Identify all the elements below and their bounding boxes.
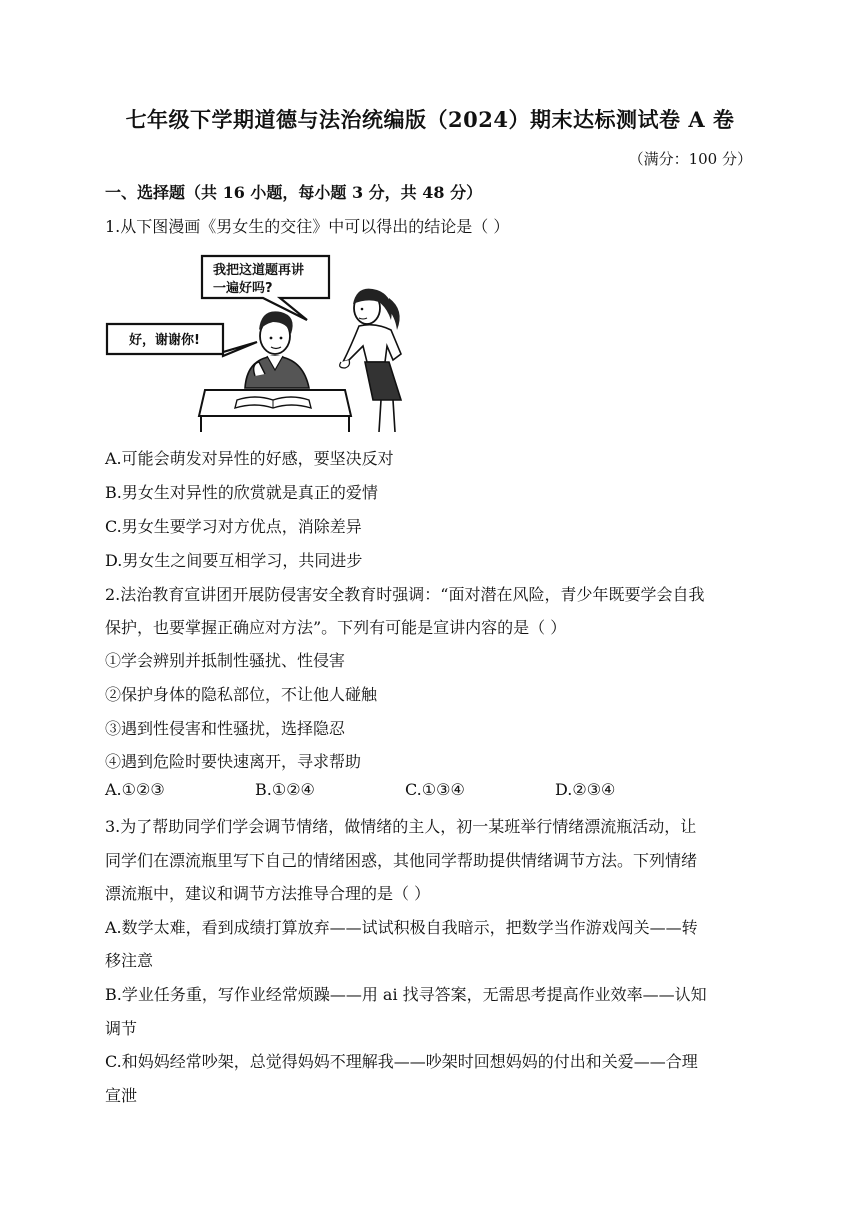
q3-option-b-line2: 调节 xyxy=(105,1019,138,1038)
cartoon-image xyxy=(105,250,425,432)
q1-option-d: D.男女生之间要互相学习，共同进步 xyxy=(105,551,363,570)
q3-stem-line1: 3.为了帮助同学们学会调节情绪，做情绪的主人，初一某班举行情绪漂流瓶活动，让 xyxy=(105,817,697,836)
boy-bubble: 好，谢谢你! xyxy=(129,333,200,348)
q2-option-d: D.②③④ xyxy=(555,780,616,799)
q3-option-a-line1: A.数学太难，看到成绩打算放弃——试试积极自我暗示，把数学当作游戏闯关——转 xyxy=(105,918,698,937)
q2-option-a: A.①②③ xyxy=(105,780,165,799)
q1-option-c: C.男女生要学习对方优点，消除差异 xyxy=(105,517,362,536)
full-score-note: （满分：100 分） xyxy=(628,150,752,168)
q2-option-b: B.①②④ xyxy=(255,780,315,799)
q2-item-1: ①学会辨别并抵制性骚扰、性侵害 xyxy=(105,651,346,670)
q3-option-a-line2: 移注意 xyxy=(105,951,154,970)
q1-stem: 1.从下图漫画《男女生的交往》中可以得出的结论是（ ） xyxy=(105,217,510,236)
cartoon-drawing xyxy=(105,250,425,432)
girl-bubble-line2: 一遍好吗? xyxy=(213,281,273,296)
q3-option-c-line2: 宣泄 xyxy=(105,1086,138,1105)
q1-option-b: B.男女生对异性的欣赏就是真正的爱情 xyxy=(105,483,378,502)
q3-option-b-line1: B.学业任务重，写作业经常烦躁——用 ai 找寻答案，无需思考提高作业效率——认知 xyxy=(105,985,707,1004)
q3-option-c-line1: C.和妈妈经常吵架，总觉得妈妈不理解我——吵架时回想妈妈的付出和关爱——合理 xyxy=(105,1052,698,1071)
q3-stem-line3: 漂流瓶中，建议和调节方法推导合理的是（ ） xyxy=(105,884,431,903)
q1-option-a: A.可能会萌发对异性的好感，要坚决反对 xyxy=(105,449,394,468)
girl-bubble-line1: 我把这道题再讲 xyxy=(213,263,305,278)
q2-options xyxy=(105,780,615,799)
q2-stem-line2: 保护，也要掌握正确应对方法”。下列有可能是宣讲内容的是（ ） xyxy=(105,618,567,637)
q2-item-3: ③遇到性侵害和性骚扰，选择隐忍 xyxy=(105,719,346,738)
q2-option-c: C.①③④ xyxy=(405,780,465,799)
q2-stem-line1: 2.法治教育宣讲团开展防侵害安全教育时强调：“面对潜在风险，青少年既要学会自我 xyxy=(105,585,705,604)
section-heading: 一、选择题（共 16 小题，每小题 3 分，共 48 分） xyxy=(105,183,483,202)
q3-stem-line2: 同学们在漂流瓶里写下自己的情绪困惑，其他同学帮助提供情绪调节方法。下列情绪 xyxy=(105,851,698,870)
q2-item-4: ④遇到危险时要快速离开，寻求帮助 xyxy=(105,752,362,771)
exam-title: 七年级下学期道德与法治统编版（2024）期末达标测试卷 A 卷 xyxy=(125,107,735,132)
q2-item-2: ②保护身体的隐私部位，不让他人碰触 xyxy=(105,685,378,704)
